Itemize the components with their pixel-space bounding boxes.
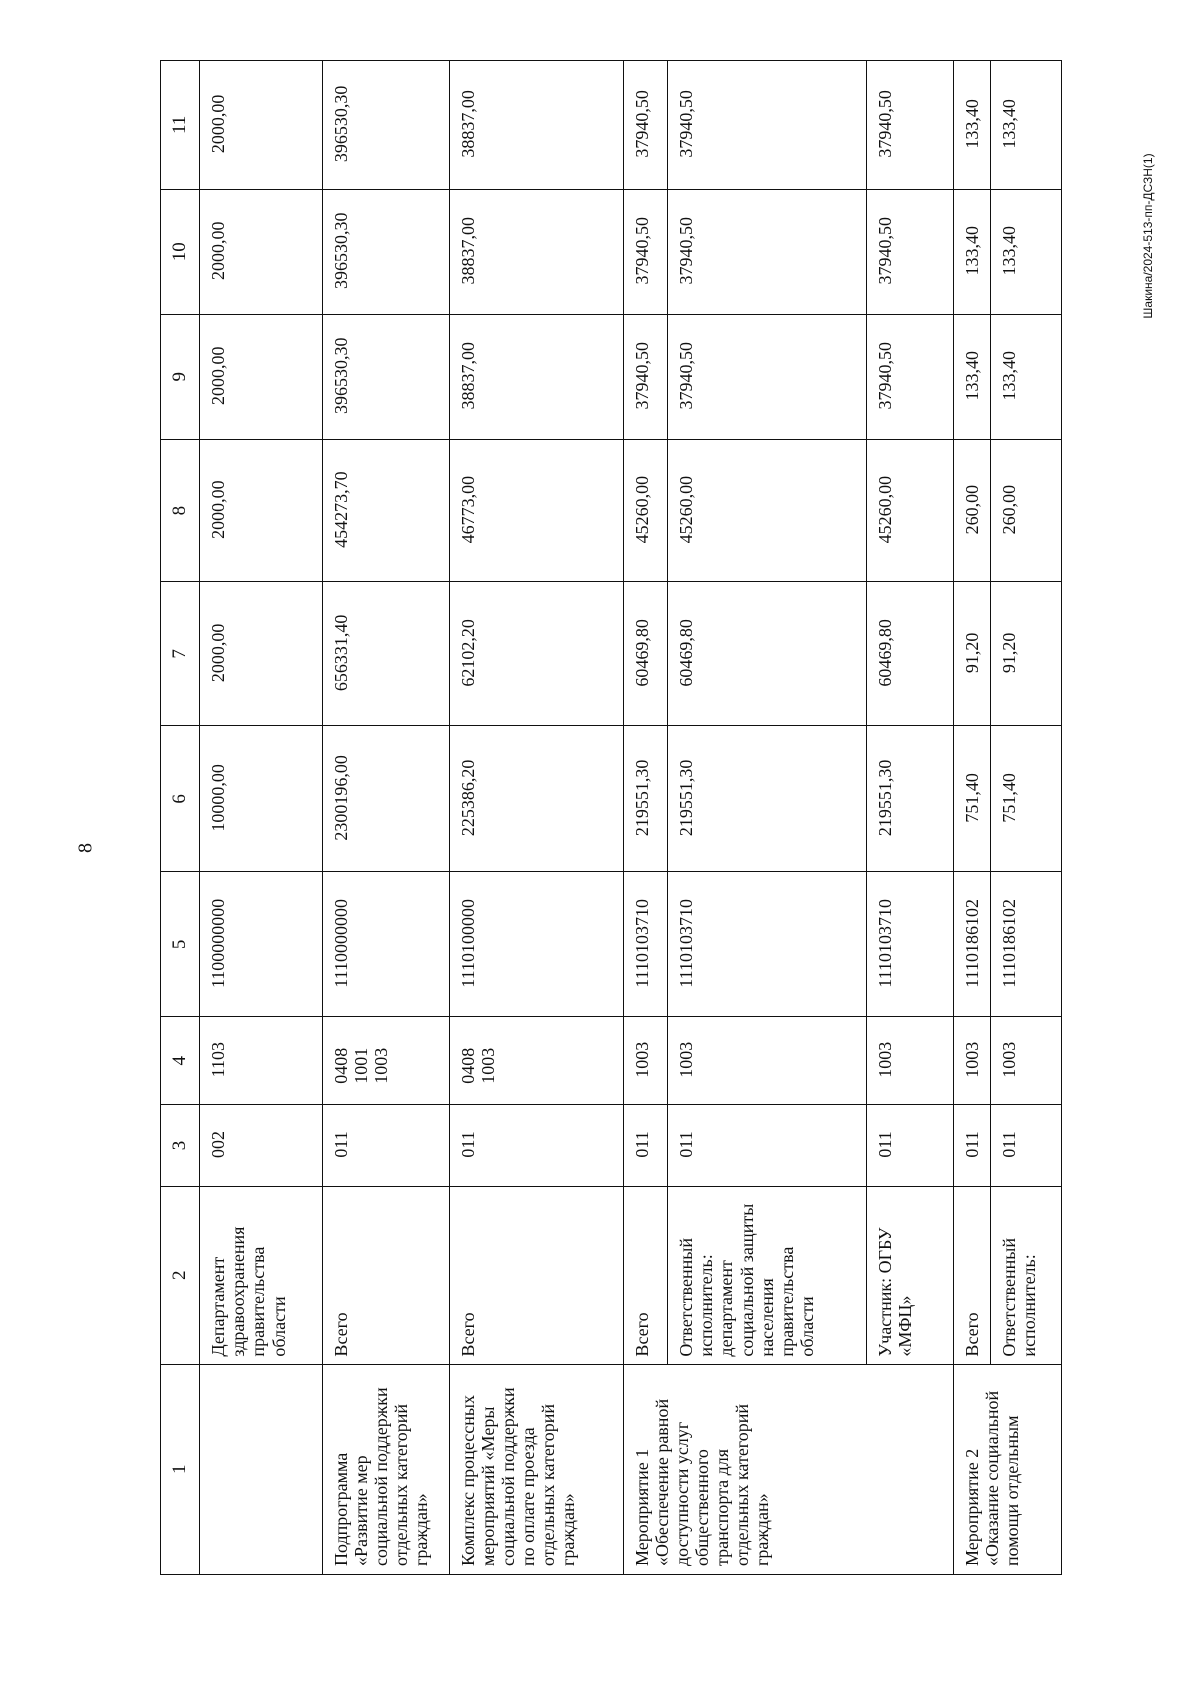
cell-value: 219551,30 [668,726,867,872]
cell-code: 002 [200,1105,323,1187]
cell-value: 219551,30 [623,726,668,872]
cell-value: 91,20 [953,582,990,726]
cell-value: 133,40 [953,61,990,190]
cell-value: 2000,00 [200,189,323,314]
cell-value: 37940,50 [623,189,668,314]
header-row [161,61,200,1575]
col-header: 11 [161,61,200,190]
cell-executor: Всего [449,1186,623,1364]
col-header: 1 [161,1364,200,1574]
cell-executor: Всего [623,1186,668,1364]
table-row [200,61,323,1575]
cell-section: 1103 [200,1017,323,1105]
cell-value: 396530,30 [322,314,449,439]
cell-target-article: 1110103710 [668,872,867,1017]
cell-value: 133,40 [990,314,1061,439]
cell-value: 133,40 [953,189,990,314]
cell-value: 37940,50 [866,189,953,314]
table-row [449,61,623,1575]
table-row [990,61,1061,1575]
cell-value: 38837,00 [449,189,623,314]
cell-code: 011 [953,1105,990,1187]
cell-target-article: 1110103710 [623,872,668,1017]
cell-executor: Департамент здравоохранения правительства области [200,1186,323,1364]
cell-value: 10000,00 [200,726,323,872]
cell-program: Мероприятие 1 «Обеспечение равной доступности услуг общественного транспорта для отдельных категорий граждан» [623,1364,953,1574]
cell-program: Подпрограмма «Развитие мер социальной поддержки отдельных категорий граждан» [322,1364,449,1574]
rotated-table-frame [160,60,1062,1575]
cell-target-article: 1110000000 [322,872,449,1017]
cell-value: 260,00 [990,439,1061,582]
cell-value: 219551,30 [866,726,953,872]
cell-value: 37940,50 [668,61,867,190]
cell-value: 60469,80 [623,582,668,726]
cell-value: 2000,00 [200,61,323,190]
cell-section: 1003 [623,1017,668,1105]
cell-value: 2300196,00 [322,726,449,872]
cell-value: 46773,00 [449,439,623,582]
cell-value: 2000,00 [200,439,323,582]
cell-section: 1003 [990,1017,1061,1105]
col-header: 9 [161,314,200,439]
cell-target-article: 1110186102 [953,872,990,1017]
cell-target-article: 1110103710 [866,872,953,1017]
col-header: 6 [161,726,200,872]
cell-section: 1003 [866,1017,953,1105]
cell-value: 133,40 [990,61,1061,190]
cell-value: 91,20 [990,582,1061,726]
cell-section: 1003 [953,1017,990,1105]
col-header: 8 [161,439,200,582]
cell-section: 0408 1001 1003 [322,1017,449,1105]
col-header: 4 [161,1017,200,1105]
cell-value: 37940,50 [623,314,668,439]
cell-value: 396530,30 [322,61,449,190]
cell-code: 011 [990,1105,1061,1187]
budget-table [160,60,1062,1575]
cell-value: 396530,30 [322,189,449,314]
cell-value: 751,40 [990,726,1061,872]
cell-value: 45260,00 [866,439,953,582]
cell-target-article: 1110186102 [990,872,1061,1017]
cell-value: 38837,00 [449,314,623,439]
cell-code: 011 [668,1105,867,1187]
cell-value: 133,40 [990,189,1061,314]
table-row [668,61,867,1575]
cell-executor: Ответственный исполнитель: [990,1186,1061,1364]
cell-program: Мероприятие 2 «Оказание социальной помощи отдельным [953,1364,1061,1574]
col-header: 2 [161,1186,200,1364]
cell-value: 37940,50 [866,314,953,439]
cell-value: 60469,80 [668,582,867,726]
table-row [953,61,990,1575]
table-row [866,61,953,1575]
cell-code: 011 [449,1105,623,1187]
cell-target-article: 1110100000 [449,872,623,1017]
cell-value: 60469,80 [866,582,953,726]
cell-code: 011 [322,1105,449,1187]
cell-code: 011 [866,1105,953,1187]
cell-value: 656331,40 [322,582,449,726]
cell-value: 751,40 [953,726,990,872]
cell-value: 454273,70 [322,439,449,582]
table-row [623,61,668,1575]
cell-value: 225386,20 [449,726,623,872]
col-header: 10 [161,189,200,314]
page-number: 8 [74,843,97,853]
cell-code: 011 [623,1105,668,1187]
cell-value: 2000,00 [200,314,323,439]
cell-value: 260,00 [953,439,990,582]
cell-value: 45260,00 [623,439,668,582]
cell-value: 37940,50 [623,61,668,190]
cell-value: 37940,50 [668,189,867,314]
cell-value: 37940,50 [668,314,867,439]
cell-value: 38837,00 [449,61,623,190]
cell-value: 62102,20 [449,582,623,726]
table-row [322,61,449,1575]
cell-target-article: 1100000000 [200,872,323,1017]
cell-program [200,1364,323,1574]
cell-section: 1003 [668,1017,867,1105]
col-header: 7 [161,582,200,726]
cell-value: 2000,00 [200,582,323,726]
cell-executor: Ответственный исполнитель: департамент социальной защиты населения правительства области [668,1186,867,1364]
cell-value: 37940,50 [866,61,953,190]
cell-value: 133,40 [953,314,990,439]
cell-executor: Всего [322,1186,449,1364]
cell-section: 0408 1003 [449,1017,623,1105]
cell-executor: Участник: ОГБУ «МФЦ» [866,1186,953,1364]
col-header: 3 [161,1105,200,1187]
cell-value: 45260,00 [668,439,867,582]
document-footer-code: Шакина/2024-513-пп-ДСЗН(1) [1141,153,1155,319]
cell-executor: Всего [953,1186,990,1364]
col-header: 5 [161,872,200,1017]
cell-program: Комплекс процессных мероприятий «Меры социальной поддержки по оплате проезда отдельных категорий граждан» [449,1364,623,1574]
